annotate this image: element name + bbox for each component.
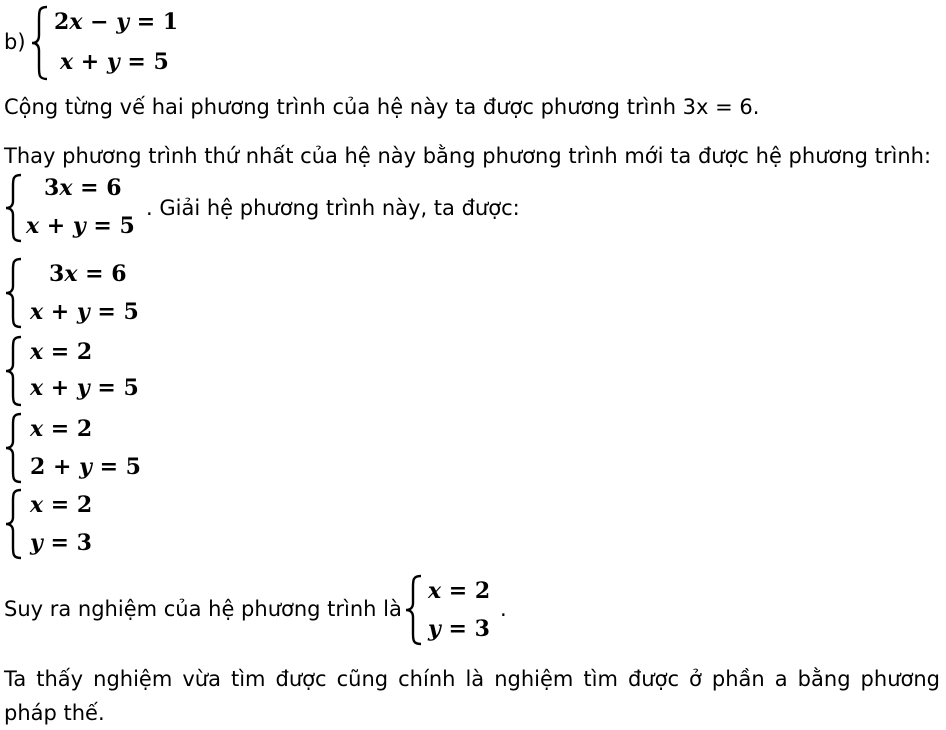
equation-line: x = 2 [30,492,93,518]
equation-line: y = 3 [30,530,92,556]
brace-icon [4,488,24,560]
equation-line: y = 3 [428,616,490,642]
part-label: b) [4,30,26,54]
equation-line: x = 2 [30,339,93,365]
equation-line: 2 + y = 5 [30,454,141,480]
equation-system-b [30,5,190,81]
brace-icon [4,257,24,329]
equation-line: x + y = 5 [30,375,139,401]
equation-system-solution [4,488,154,560]
equation-system-step2 [4,173,144,243]
equation-system-conclusion [404,574,504,646]
equation-line: 3x = 6 [44,175,122,201]
step-text: Thay phương trình thứ nhất của hệ này bằng phương trình mới ta được hệ phương trình: [4,144,932,168]
brace-icon [4,173,24,243]
brace-icon [4,412,24,484]
equation-line: x + y = 5 [30,299,139,325]
equation-line: x = 2 [428,578,491,604]
conclusion-period: . [500,597,507,621]
conclusion-text: Suy ra nghiệm của hệ phương trình là [4,597,402,621]
final-paragraph: Ta thấy nghiệm vừa tìm được cũng chính là nghiệm tìm được ở phần a bằng phương pháp thế. [4,667,940,725]
equation-line: x = 2 [30,416,93,442]
step-text: Cộng từng vế hai phương trình của hệ này ta được phương trình 3x = 6. [4,95,760,119]
step-text: . Giải hệ phương trình này, ta được: [146,196,520,220]
equation-system-solution [4,335,154,407]
equation-system-solution [4,257,154,329]
brace-icon [404,574,424,646]
brace-icon [30,5,50,81]
equation-system-solution [4,412,154,484]
equation-line: x + y = 5 [60,49,169,75]
equation-line: 3x = 6 [49,261,127,287]
equation-line: x + y = 5 [26,213,135,239]
brace-icon [4,335,24,407]
equation-line: 2x − y = 1 [54,9,179,35]
